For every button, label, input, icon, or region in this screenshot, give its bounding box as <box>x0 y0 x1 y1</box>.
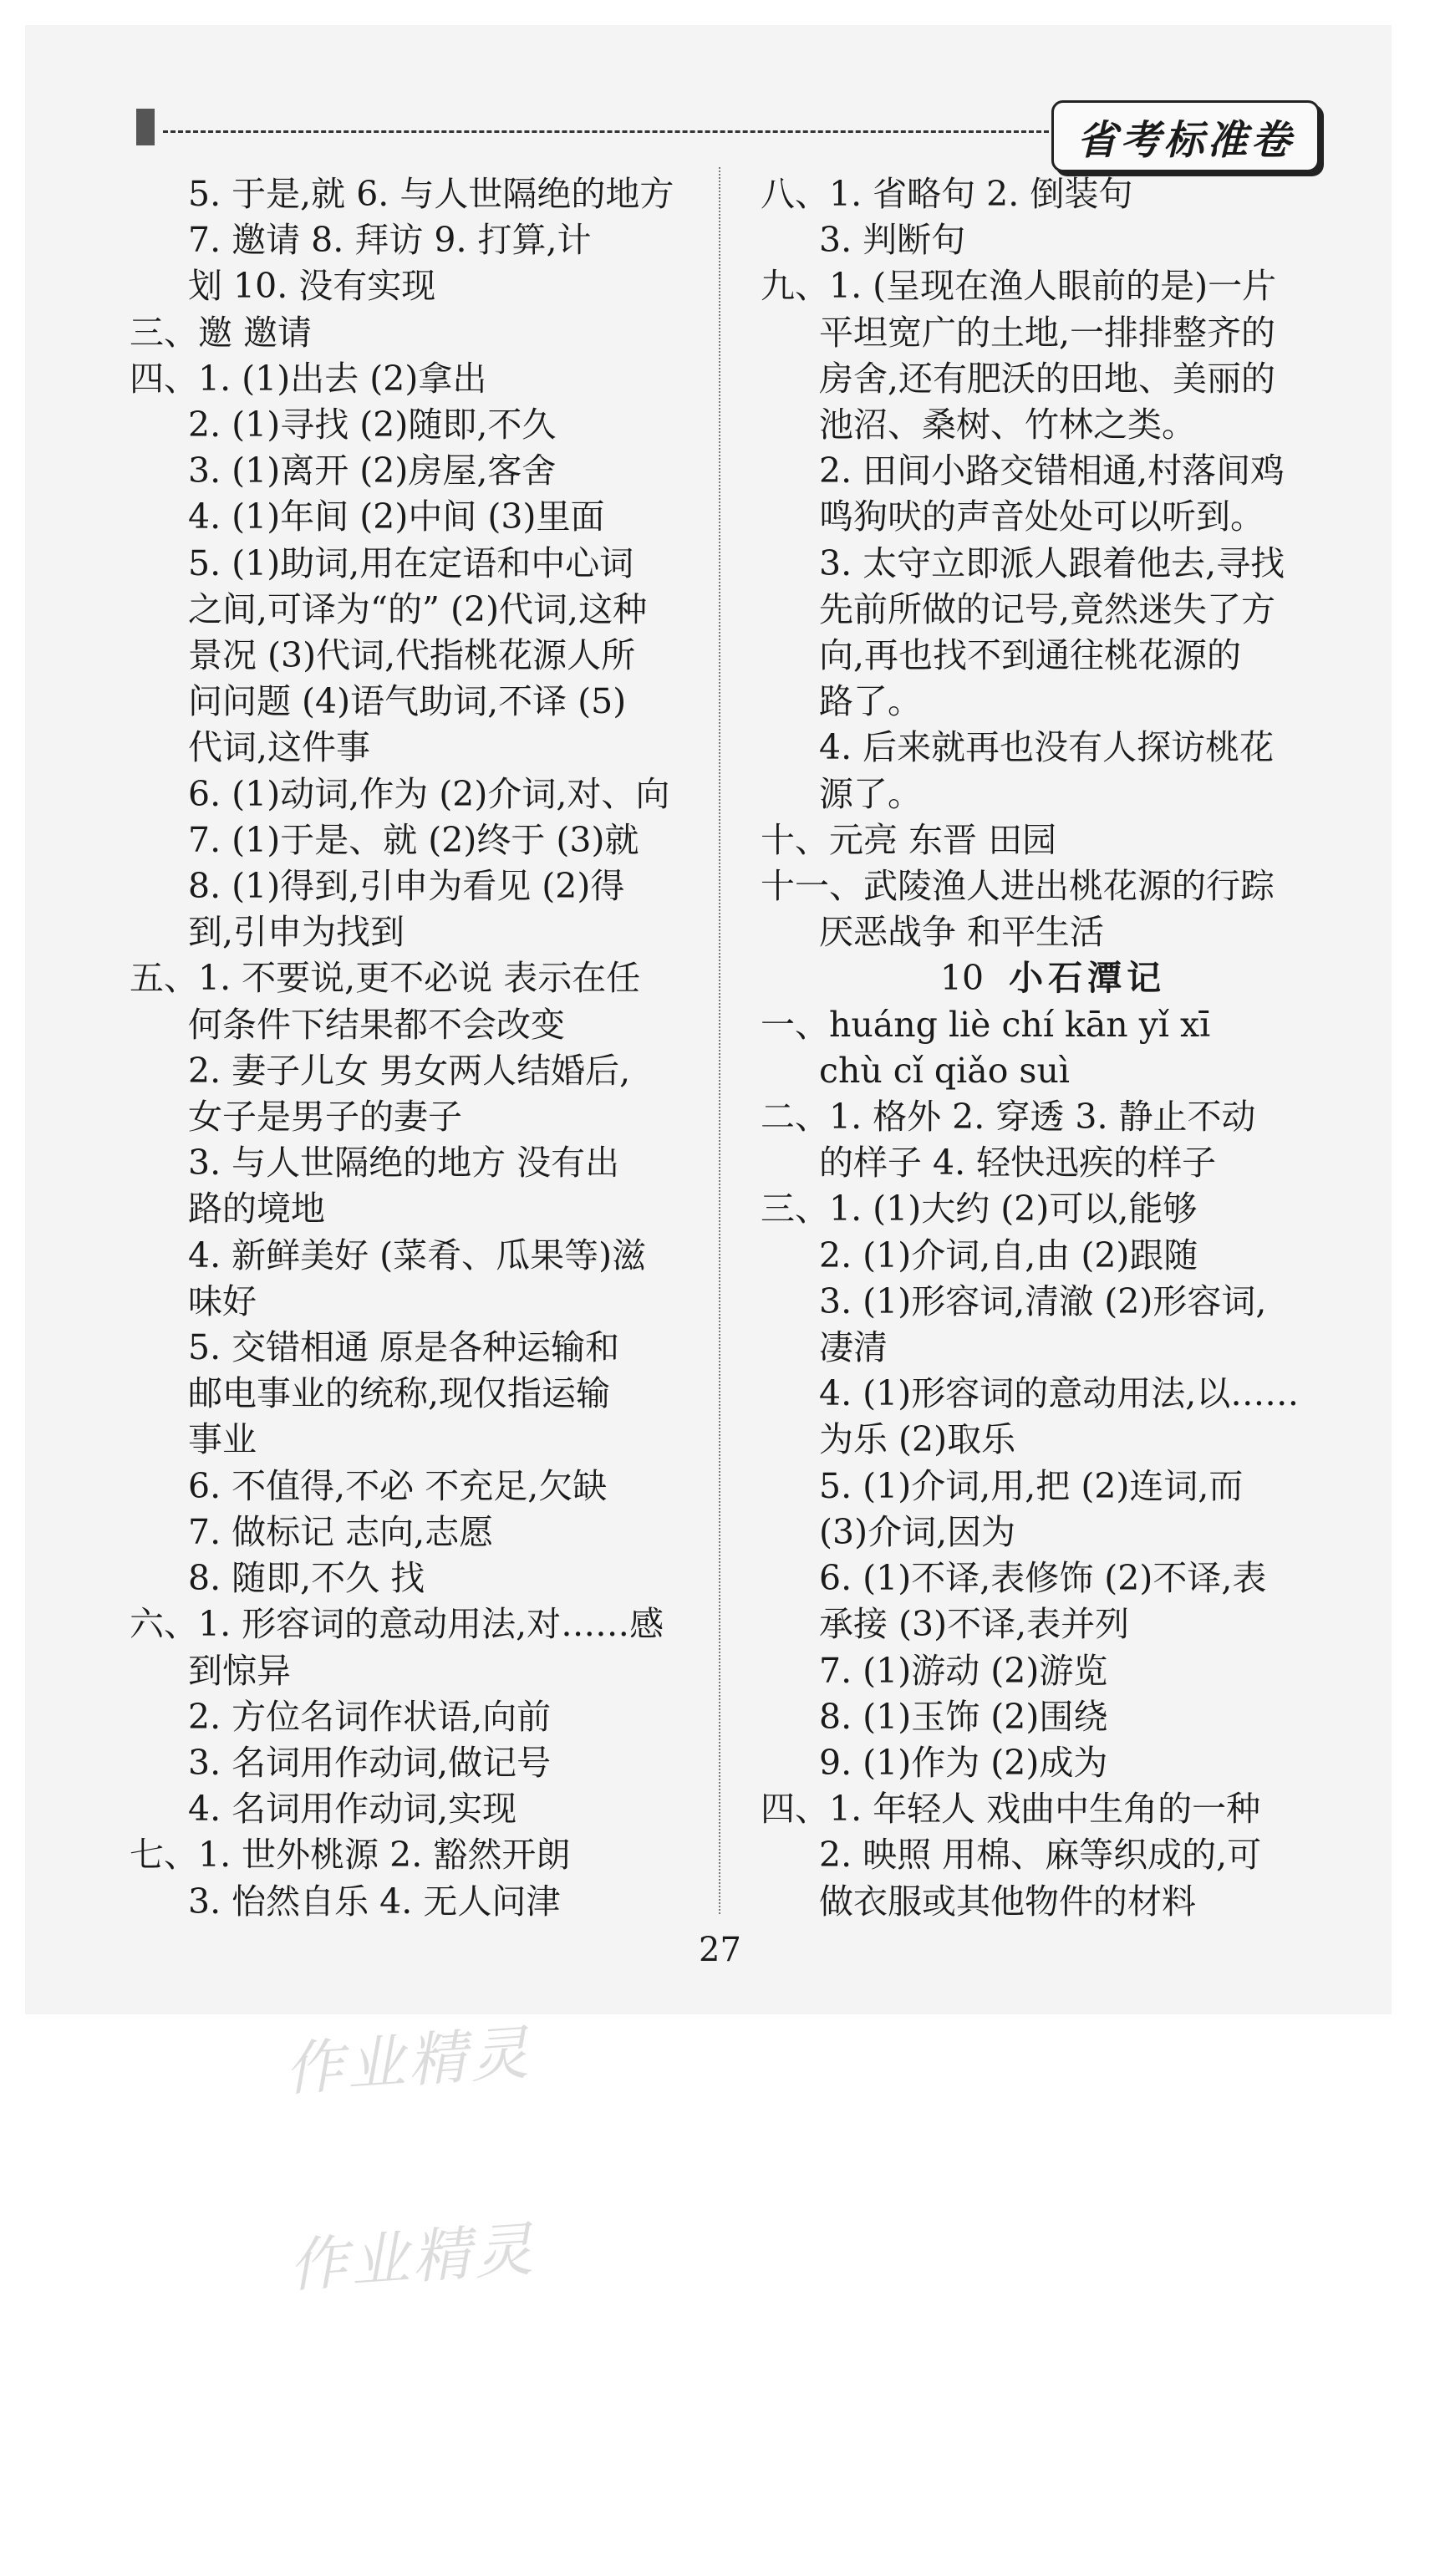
watermark: 作业精灵 <box>282 2018 534 2105</box>
answer-line: 4. (1)形容词的意动用法,以…… <box>819 1373 1300 1414</box>
answer-line: 5. (1)助词,用在定语和中心词 <box>188 542 634 583</box>
answer-line: 味好 <box>188 1280 257 1321</box>
answer-line: 做衣服或其他物件的材料 <box>819 1881 1196 1922</box>
answer-line: 邮电事业的统称,现仅指运输 <box>188 1373 611 1414</box>
answer-line: 为乐 (2)取乐 <box>819 1419 1016 1460</box>
answer-line: 2. 妻子儿女 男女两人结婚后, <box>188 1050 631 1091</box>
watermark: 作业精灵 <box>286 2214 538 2301</box>
answer-line: 之间,可译为“的” (2)代词,这种 <box>188 588 648 629</box>
header-marker <box>136 109 155 145</box>
answer-line: 2. 映照 用棉、麻等织成的,可 <box>819 1835 1262 1876</box>
answer-line: 代词,这件事 <box>188 727 371 768</box>
answer-line: 平坦宽广的土地,一排排整齐的 <box>819 312 1276 353</box>
answer-line: 2. 方位名词作状语,向前 <box>188 1696 552 1737</box>
answer-line: 4. 新鲜美好 (菜肴、瓜果等)滋 <box>188 1235 647 1275</box>
answer-line: 划 10. 没有实现 <box>188 266 436 307</box>
answer-line: 八、1. 省略句 2. 倒装句 <box>761 174 1133 214</box>
answer-line: 8. (1)玉饰 (2)围绕 <box>819 1696 1108 1737</box>
section-title: 小石潭记 <box>1009 958 1167 999</box>
answer-line: 3. 与人世隔绝的地方 没有出 <box>188 1143 620 1184</box>
answer-line: 源了。 <box>819 773 922 814</box>
answer-line: 3. 太守立即派人跟着他去,寻找 <box>819 542 1285 583</box>
answer-line: 先前所做的记号,竟然迷失了方 <box>819 588 1276 629</box>
answer-line: 五、1. 不要说,更不必说 表示在任 <box>130 958 641 999</box>
answer-line: 三、1. (1)大约 (2)可以,能够 <box>761 1189 1198 1229</box>
answer-line: 4. (1)年间 (2)中间 (3)里面 <box>188 496 605 537</box>
answer-line: 8. (1)得到,引申为看见 (2)得 <box>188 866 625 907</box>
answer-line: 3. (1)离开 (2)房屋,客舍 <box>188 451 557 491</box>
answer-line: 4. 名词用作动词,实现 <box>188 1789 517 1830</box>
answer-line: 3. 判断句 <box>819 220 966 261</box>
answer-line: 十、元亮 东晋 田园 <box>761 819 1057 860</box>
answer-line: 8. 随即,不久 找 <box>188 1558 425 1599</box>
answer-line: 四、1. 年轻人 戏曲中生角的一种 <box>761 1789 1261 1830</box>
answer-line: 三、邀 邀请 <box>130 312 313 353</box>
answer-line: 何条件下结果都不会改变 <box>188 1004 565 1045</box>
answer-line: 一、huáng liè chí kān yǐ xī <box>761 1004 1211 1045</box>
answer-line: 到,引申为找到 <box>188 912 405 953</box>
answer-line: 5. 交错相通 原是各种运输和 <box>188 1327 620 1368</box>
answer-line: 四、1. (1)出去 (2)拿出 <box>130 358 487 399</box>
answer-line: 2. 田间小路交错相通,村落间鸡 <box>819 451 1285 491</box>
answer-line: 事业 <box>188 1419 257 1460</box>
answer-line: 2. (1)寻找 (2)随即,不久 <box>188 405 557 445</box>
answer-line: 3. 名词用作动词,做记号 <box>188 1742 552 1783</box>
answer-line: 房舍,还有肥沃的田地、美丽的 <box>819 358 1276 399</box>
answer-line: 承接 (3)不译,表并列 <box>819 1604 1130 1645</box>
answer-line: 向,再也找不到通往桃花源的 <box>819 635 1242 676</box>
answer-line: 6. 不值得,不必 不充足,欠缺 <box>188 1465 608 1506</box>
answer-line: 路的境地 <box>188 1189 325 1229</box>
answer-line: 5. 于是,就 6. 与人世隔绝的地方 <box>188 174 674 214</box>
answer-line: 池沼、桑树、竹林之类。 <box>819 405 1196 445</box>
answer-line: 9. (1)作为 (2)成为 <box>819 1742 1108 1783</box>
answer-line: 5. (1)介词,用,把 (2)连词,而 <box>819 1465 1244 1506</box>
answer-line: 3. 怡然自乐 4. 无人问津 <box>188 1881 561 1922</box>
section-number: 10 <box>939 958 985 999</box>
answer-line: 路了。 <box>819 681 922 722</box>
answer-line: 的样子 4. 轻快迅疾的样子 <box>819 1143 1217 1184</box>
answer-line: 景况 (3)代词,代指桃花源人所 <box>188 635 636 676</box>
answer-line: 到惊异 <box>188 1650 291 1691</box>
header-dashed-line <box>163 130 1049 133</box>
brand-logo: 省考标准卷 <box>1051 100 1320 172</box>
answer-line: 女子是男子的妻子 <box>188 1097 462 1138</box>
answer-line: 7. 做标记 志向,志愿 <box>188 1511 494 1552</box>
answer-line: 7. 邀请 8. 拜访 9. 打算,计 <box>188 220 592 261</box>
answer-line: 九、1. (呈现在渔人眼前的是)一片 <box>761 266 1277 307</box>
answer-line: 凄清 <box>819 1327 888 1368</box>
answer-line: 7. (1)游动 (2)游览 <box>819 1650 1108 1691</box>
answer-line: 4. 后来就再也没有人探访桃花 <box>819 727 1275 768</box>
answer-line: 十一、武陵渔人进出桃花源的行踪 <box>761 866 1275 907</box>
answer-line: chù cǐ qiǎo suì <box>819 1050 1070 1091</box>
answer-line: (3)介词,因为 <box>819 1511 1016 1552</box>
answer-line: 3. (1)形容词,清澈 (2)形容词, <box>819 1280 1267 1321</box>
answer-line: 厌恶战争 和平生活 <box>819 912 1105 953</box>
answer-line: 问问题 (4)语气助词,不译 (5) <box>188 681 627 722</box>
answer-line: 二、1. 格外 2. 穿透 3. 静止不动 <box>761 1097 1256 1138</box>
answer-line: 鸣狗吠的声音处处可以听到。 <box>819 496 1264 537</box>
left-column <box>130 171 706 1925</box>
answer-line: 7. (1)于是、就 (2)终于 (3)就 <box>188 819 639 860</box>
column-divider <box>719 167 720 1914</box>
right-column <box>761 171 1346 1925</box>
answer-line: 6. (1)动词,作为 (2)介词,对、向 <box>188 773 670 814</box>
page-number: 27 <box>699 1931 741 1969</box>
answer-line: 2. (1)介词,自,由 (2)跟随 <box>819 1235 1198 1275</box>
answer-line: 6. (1)不译,表修饰 (2)不译,表 <box>819 1558 1267 1599</box>
answer-line: 六、1. 形容词的意动用法,对……感 <box>130 1604 664 1645</box>
answer-line: 七、1. 世外桃源 2. 豁然开朗 <box>130 1835 571 1876</box>
section-heading <box>761 955 1346 1001</box>
